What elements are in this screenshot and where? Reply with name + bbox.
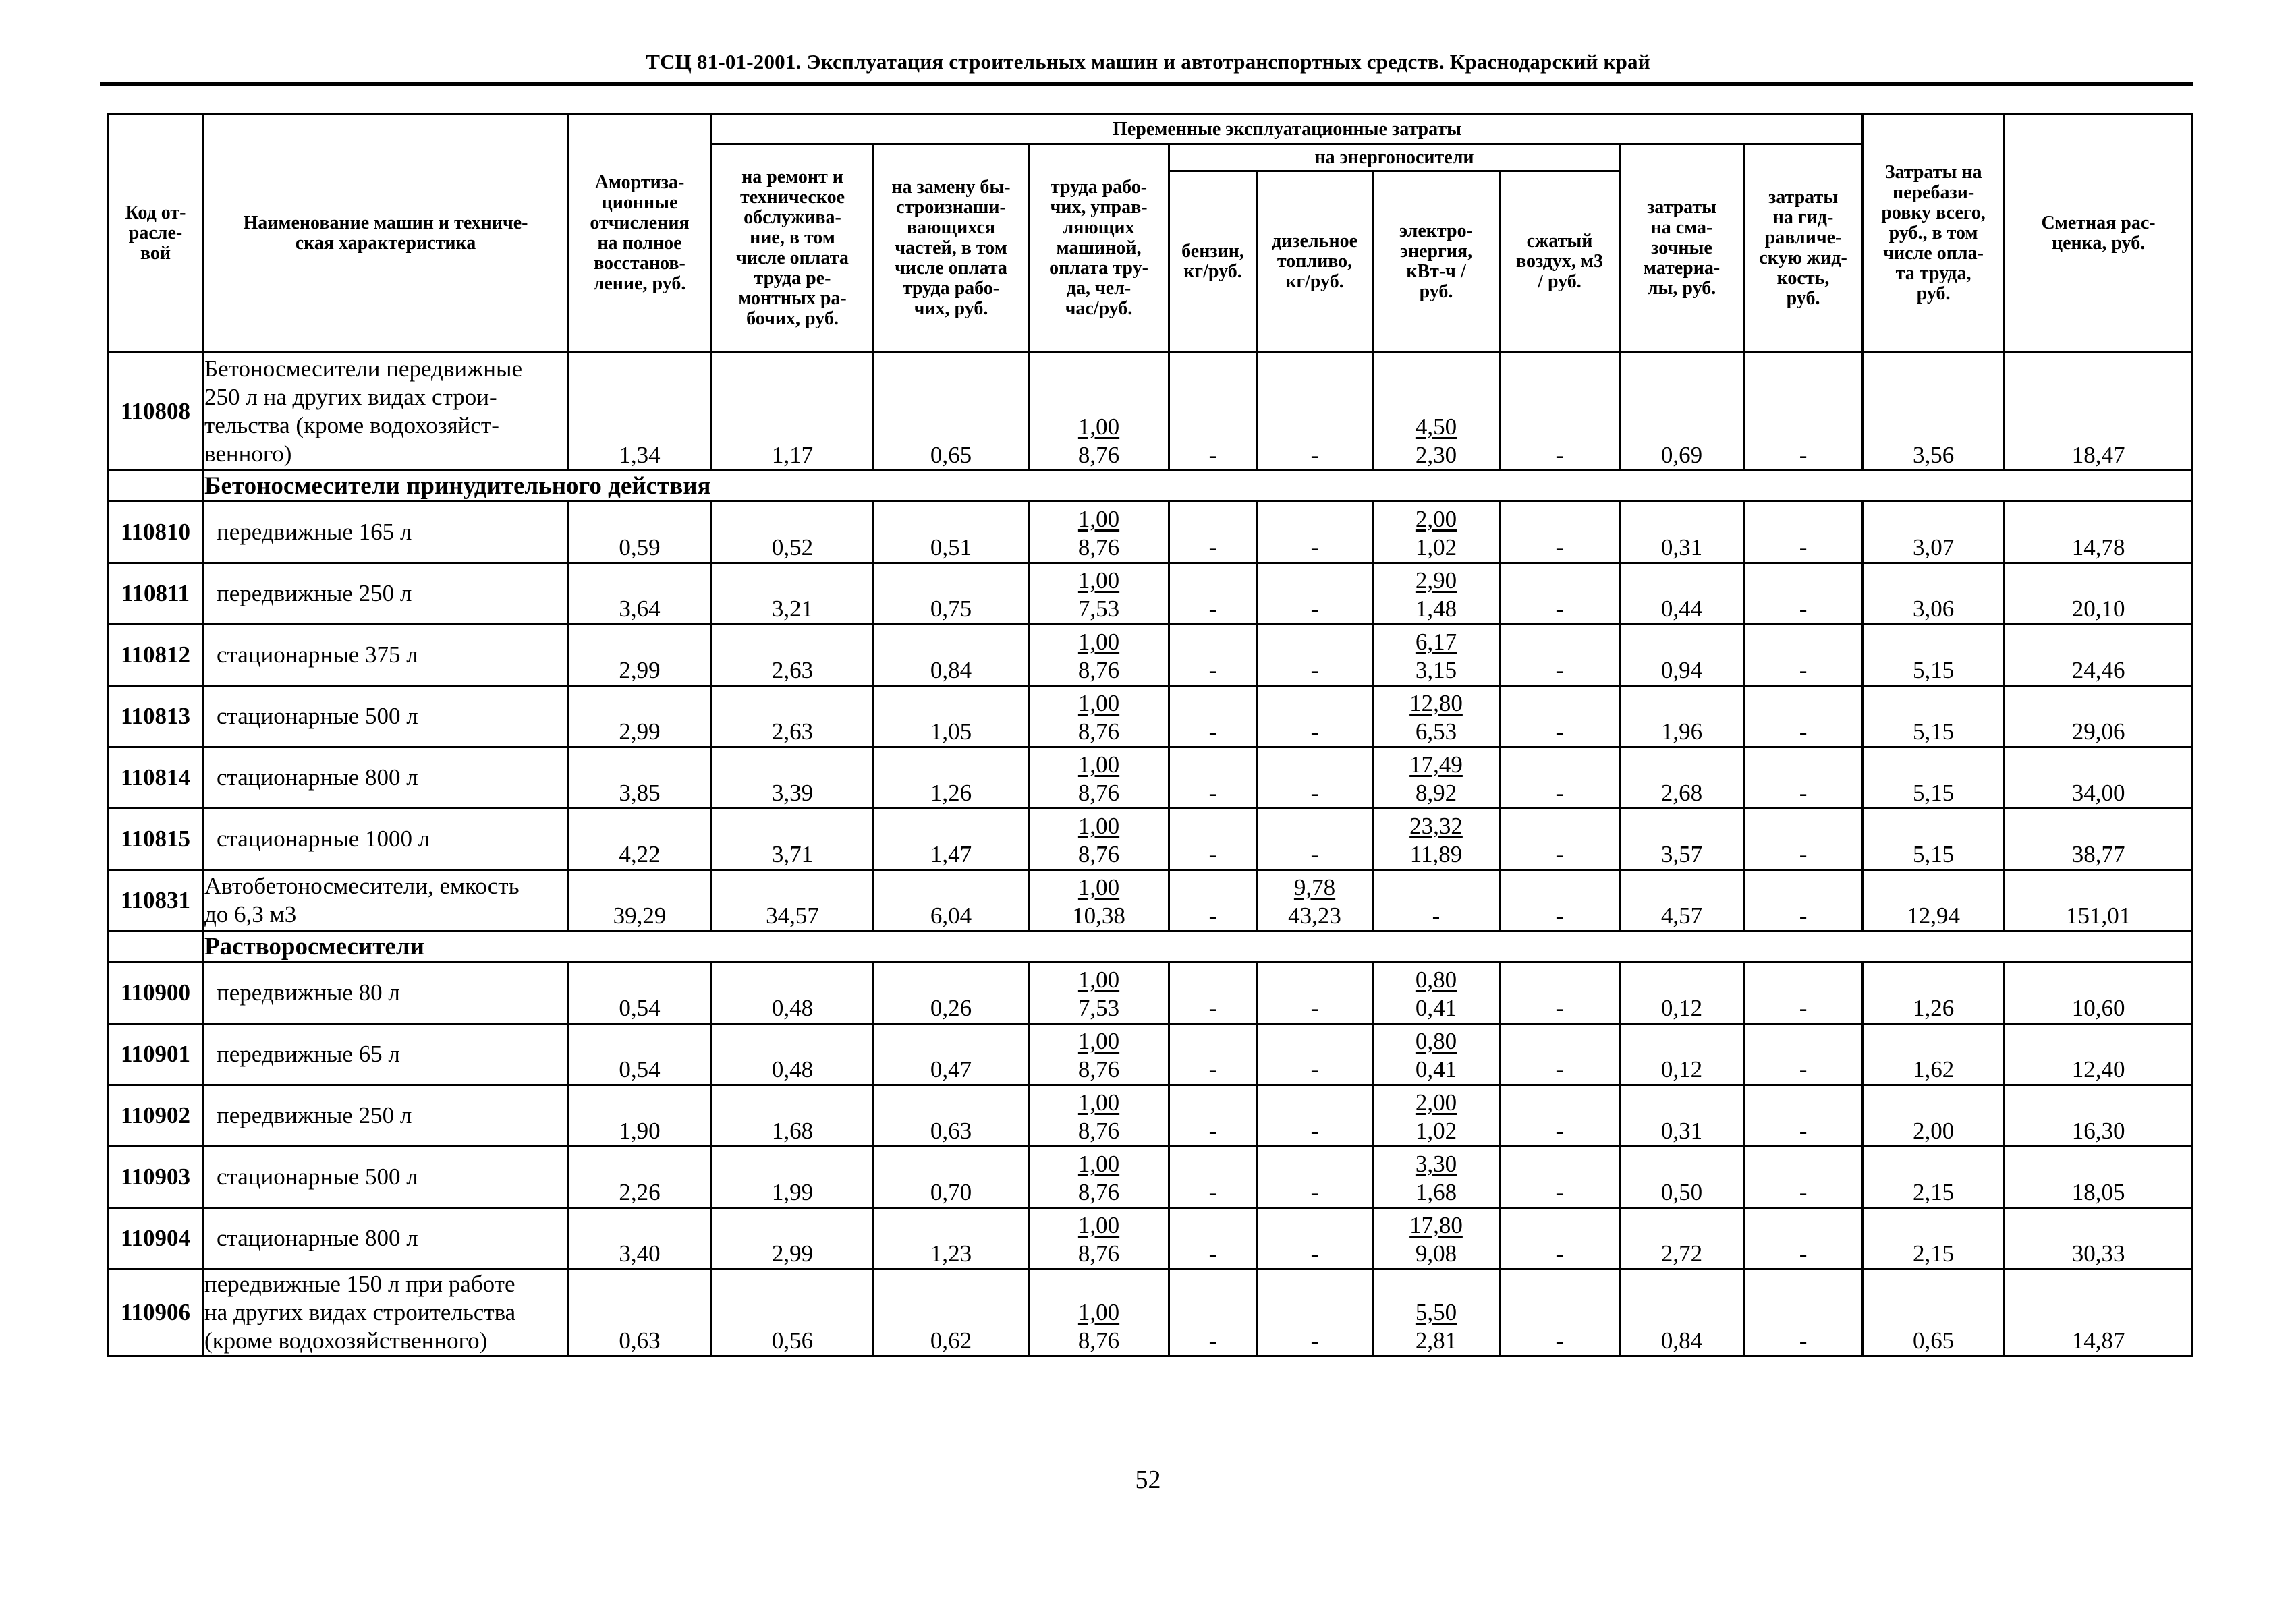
machine-code: 110808: [108, 352, 204, 471]
electricity-cell: -: [1373, 870, 1500, 931]
amortization-cell: 0,54: [568, 1024, 712, 1085]
header-compressed-air: сжатый воздух, м3 / руб.: [1500, 171, 1620, 352]
compressed-air-cell: -: [1500, 1024, 1620, 1085]
header-lubricants: затраты на сма- зочные материа- лы, руб.: [1620, 144, 1744, 352]
electricity-cell: 17,49 8,92: [1373, 747, 1500, 809]
hydraulic-cell: -: [1744, 1024, 1863, 1085]
diesel-cell: -: [1257, 1147, 1373, 1208]
diesel-cell: -: [1257, 1269, 1373, 1356]
page-number: 52: [1135, 1466, 1161, 1494]
electricity-cell: 3,30 1,68: [1373, 1147, 1500, 1208]
table-row: [108, 563, 2193, 625]
lubricants-cell: 0,31: [1620, 502, 1744, 563]
labor-cell: 1,00 8,76: [1029, 502, 1169, 563]
amortization-cell: 1,90: [568, 1085, 712, 1147]
amortization-cell: 0,63: [568, 1269, 712, 1356]
petrol-cell: -: [1169, 747, 1257, 809]
amortization-cell: 0,54: [568, 963, 712, 1024]
compressed-air-cell: -: [1500, 1208, 1620, 1269]
electricity-cell: 5,50 2,81: [1373, 1269, 1500, 1356]
hydraulic-cell: -: [1744, 563, 1863, 625]
amortization-cell: 2,99: [568, 686, 712, 747]
parts-cell: 1,47: [874, 809, 1029, 870]
lubricants-cell: 0,44: [1620, 563, 1744, 625]
header-name: Наименование машин и техниче- ская характеристика: [204, 115, 568, 352]
lubricants-cell: 0,94: [1620, 625, 1744, 686]
petrol-cell: -: [1169, 1147, 1257, 1208]
electricity-cell: 2,90 1,48: [1373, 563, 1500, 625]
table-row: [108, 1147, 2193, 1208]
petrol-cell: -: [1169, 1024, 1257, 1085]
lubricants-cell: 2,68: [1620, 747, 1744, 809]
electricity-cell: 2,00 1,02: [1373, 502, 1500, 563]
parts-cell: 1,26: [874, 747, 1029, 809]
machine-code: 110811: [108, 563, 204, 625]
machine-code: 110815: [108, 809, 204, 870]
relocation-cell: 2,15: [1863, 1208, 2005, 1269]
machine-code: 110812: [108, 625, 204, 686]
table-row: [108, 1024, 2193, 1085]
repair-cell: 1,17: [712, 352, 874, 471]
machine-name: передвижные 250 л: [204, 1085, 568, 1147]
title-rule: [100, 82, 2193, 86]
amortization-cell: 0,59: [568, 502, 712, 563]
relocation-cell: 3,56: [1863, 352, 2005, 471]
electricity-cell: 6,17 3,15: [1373, 625, 1500, 686]
amortization-cell: 2,99: [568, 625, 712, 686]
compressed-air-cell: -: [1500, 352, 1620, 471]
compressed-air-cell: -: [1500, 1147, 1620, 1208]
parts-cell: 0,65: [874, 352, 1029, 471]
relocation-cell: 5,15: [1863, 809, 2005, 870]
table-row: [108, 1085, 2193, 1147]
table-row: [108, 963, 2193, 1024]
section-row: [108, 931, 2193, 963]
hydraulic-cell: -: [1744, 625, 1863, 686]
amortization-cell: 3,85: [568, 747, 712, 809]
hydraulic-cell: -: [1744, 1085, 1863, 1147]
lubricants-cell: 0,84: [1620, 1269, 1744, 1356]
compressed-air-cell: -: [1500, 963, 1620, 1024]
hydraulic-cell: -: [1744, 352, 1863, 471]
estimate-cell: 151,01: [2005, 870, 2193, 931]
table-row: [108, 1269, 2193, 1356]
petrol-cell: -: [1169, 352, 1257, 471]
header-labor: труда рабо- чих, управ- ляющих машиной, оплата тру- да, чел- час/руб.: [1029, 144, 1169, 352]
parts-cell: 0,63: [874, 1085, 1029, 1147]
estimate-cell: 34,00: [2005, 747, 2193, 809]
machine-code: 110902: [108, 1085, 204, 1147]
electricity-cell: 0,80 0,41: [1373, 963, 1500, 1024]
amortization-cell: 4,22: [568, 809, 712, 870]
header-hydraulic: затраты на гид- равличе- скую жид- кость, руб.: [1744, 144, 1863, 352]
table-row: [108, 352, 2193, 471]
estimate-cell: 18,05: [2005, 1147, 2193, 1208]
header-amortization: Амортиза- ционные отчисления на полное восстанов- ление, руб.: [568, 115, 712, 352]
petrol-cell: -: [1169, 502, 1257, 563]
machine-code: 110900: [108, 963, 204, 1024]
machine-name: стационарные 800 л: [204, 747, 568, 809]
lubricants-cell: 0,12: [1620, 1024, 1744, 1085]
section-code-cell: [108, 471, 204, 502]
diesel-cell: -: [1257, 625, 1373, 686]
machine-code: 110814: [108, 747, 204, 809]
parts-cell: 0,51: [874, 502, 1029, 563]
machine-code: 110906: [108, 1269, 204, 1356]
labor-cell: 1,00 8,76: [1029, 625, 1169, 686]
electricity-cell: 17,80 9,08: [1373, 1208, 1500, 1269]
petrol-cell: -: [1169, 686, 1257, 747]
electricity-cell: 2,00 1,02: [1373, 1085, 1500, 1147]
labor-cell: 1,00 8,76: [1029, 1147, 1169, 1208]
diesel-cell: -: [1257, 963, 1373, 1024]
machine-code: 110831: [108, 870, 204, 931]
repair-cell: 2,63: [712, 625, 874, 686]
petrol-cell: -: [1169, 1085, 1257, 1147]
machine-name: Бетоносмесители передвижные 250 л на других видах строи- тельства (кроме водохозяйст- венного): [204, 352, 568, 471]
estimate-cell: 29,06: [2005, 686, 2193, 747]
diesel-cell: -: [1257, 686, 1373, 747]
diesel-cell: -: [1257, 747, 1373, 809]
electricity-cell: 4,50 2,30: [1373, 352, 1500, 471]
repair-cell: 3,71: [712, 809, 874, 870]
header-electricity: электро- энергия, кВт-ч / руб.: [1373, 171, 1500, 352]
repair-cell: 0,52: [712, 502, 874, 563]
amortization-cell: 3,64: [568, 563, 712, 625]
table-row: [108, 870, 2193, 931]
machine-code: 110901: [108, 1024, 204, 1085]
electricity-cell: 12,80 6,53: [1373, 686, 1500, 747]
lubricants-cell: 0,31: [1620, 1085, 1744, 1147]
estimate-cell: 14,87: [2005, 1269, 2193, 1356]
estimate-cell: 10,60: [2005, 963, 2193, 1024]
estimate-cell: 24,46: [2005, 625, 2193, 686]
section-code-cell: [108, 931, 204, 963]
estimate-cell: 30,33: [2005, 1208, 2193, 1269]
machine-name: Автобетоносмесители, емкость до 6,3 м3: [204, 870, 568, 931]
hydraulic-cell: -: [1744, 809, 1863, 870]
table-row: [108, 502, 2193, 563]
machine-name: стационарные 1000 л: [204, 809, 568, 870]
header-diesel: дизельное топливо, кг/руб.: [1257, 171, 1373, 352]
electricity-cell: 0,80 0,41: [1373, 1024, 1500, 1085]
labor-cell: 1,00 7,53: [1029, 563, 1169, 625]
machine-code: 110813: [108, 686, 204, 747]
header-estimate: Сметная рас- ценка, руб.: [2005, 115, 2193, 352]
table-row: [108, 686, 2193, 747]
relocation-cell: 5,15: [1863, 747, 2005, 809]
compressed-air-cell: -: [1500, 809, 1620, 870]
repair-cell: 0,56: [712, 1269, 874, 1356]
labor-cell: 1,00 8,76: [1029, 809, 1169, 870]
estimate-cell: 18,47: [2005, 352, 2193, 471]
table-row: [108, 625, 2193, 686]
machine-name: стационарные 800 л: [204, 1208, 568, 1269]
estimate-cell: 20,10: [2005, 563, 2193, 625]
header-parts: на замену бы- строизнаши- вающихся частей, в том числе оплата труда рабо- чих, руб.: [874, 144, 1029, 352]
header-energy: на энергоносители: [1169, 144, 1620, 171]
labor-cell: 1,00 10,38: [1029, 870, 1169, 931]
repair-cell: 3,21: [712, 563, 874, 625]
lubricants-cell: 0,69: [1620, 352, 1744, 471]
compressed-air-cell: -: [1500, 870, 1620, 931]
hydraulic-cell: -: [1744, 1208, 1863, 1269]
compressed-air-cell: -: [1500, 747, 1620, 809]
machine-name: передвижные 65 л: [204, 1024, 568, 1085]
repair-cell: 0,48: [712, 1024, 874, 1085]
lubricants-cell: 3,57: [1620, 809, 1744, 870]
petrol-cell: -: [1169, 563, 1257, 625]
labor-cell: 1,00 8,76: [1029, 352, 1169, 471]
amortization-cell: 39,29: [568, 870, 712, 931]
parts-cell: 6,04: [874, 870, 1029, 931]
lubricants-cell: 1,96: [1620, 686, 1744, 747]
relocation-cell: 5,15: [1863, 625, 2005, 686]
repair-cell: 2,63: [712, 686, 874, 747]
table-header: [108, 115, 2193, 352]
table-body: [108, 352, 2193, 1356]
machine-code: 110810: [108, 502, 204, 563]
relocation-cell: 1,62: [1863, 1024, 2005, 1085]
labor-cell: 1,00 8,76: [1029, 686, 1169, 747]
machine-name: передвижные 150 л при работе на других видах строительства (кроме водохозяйственного): [204, 1269, 568, 1356]
petrol-cell: -: [1169, 625, 1257, 686]
machine-code: 110904: [108, 1208, 204, 1269]
lubricants-cell: 2,72: [1620, 1208, 1744, 1269]
petrol-cell: -: [1169, 809, 1257, 870]
labor-cell: 1,00 8,76: [1029, 1269, 1169, 1356]
diesel-cell: 9,78 43,23: [1257, 870, 1373, 931]
relocation-cell: 0,65: [1863, 1269, 2005, 1356]
amortization-cell: 3,40: [568, 1208, 712, 1269]
section-row: [108, 471, 2193, 502]
relocation-cell: 12,94: [1863, 870, 2005, 931]
parts-cell: 0,47: [874, 1024, 1029, 1085]
amortization-cell: 2,26: [568, 1147, 712, 1208]
repair-cell: 34,57: [712, 870, 874, 931]
diesel-cell: -: [1257, 352, 1373, 471]
compressed-air-cell: -: [1500, 686, 1620, 747]
diesel-cell: -: [1257, 1208, 1373, 1269]
labor-cell: 1,00 8,76: [1029, 1208, 1169, 1269]
diesel-cell: -: [1257, 809, 1373, 870]
repair-cell: 2,99: [712, 1208, 874, 1269]
page-title: ТСЦ 81-01-2001. Эксплуатация строительных машин и автотранспортных средств. Краснодарский край: [646, 50, 1650, 74]
parts-cell: 0,62: [874, 1269, 1029, 1356]
hydraulic-cell: -: [1744, 1147, 1863, 1208]
electricity-cell: 23,32 11,89: [1373, 809, 1500, 870]
compressed-air-cell: -: [1500, 625, 1620, 686]
header-repair: на ремонт и техническое обслужива- ние, в том числе оплата труда ре- монтных ра- бочих, руб.: [712, 144, 874, 352]
machine-name: стационарные 375 л: [204, 625, 568, 686]
diesel-cell: -: [1257, 502, 1373, 563]
machine-name: передвижные 165 л: [204, 502, 568, 563]
header-code: Код от- расле- вой: [108, 115, 204, 352]
table-row: [108, 809, 2193, 870]
labor-cell: 1,00 8,76: [1029, 1085, 1169, 1147]
petrol-cell: -: [1169, 1208, 1257, 1269]
estimate-cell: 38,77: [2005, 809, 2193, 870]
repair-cell: 0,48: [712, 963, 874, 1024]
lubricants-cell: 0,12: [1620, 963, 1744, 1024]
petrol-cell: -: [1169, 870, 1257, 931]
diesel-cell: -: [1257, 1024, 1373, 1085]
hydraulic-cell: -: [1744, 870, 1863, 931]
repair-cell: 1,68: [712, 1085, 874, 1147]
hydraulic-cell: -: [1744, 502, 1863, 563]
machine-name: передвижные 80 л: [204, 963, 568, 1024]
parts-cell: 0,26: [874, 963, 1029, 1024]
hydraulic-cell: -: [1744, 963, 1863, 1024]
machine-name: стационарные 500 л: [204, 1147, 568, 1208]
compressed-air-cell: -: [1500, 563, 1620, 625]
machine-name: стационарные 500 л: [204, 686, 568, 747]
relocation-cell: 3,06: [1863, 563, 2005, 625]
labor-cell: 1,00 7,53: [1029, 963, 1169, 1024]
section-heading: Растворосмесители: [204, 931, 2193, 963]
compressed-air-cell: -: [1500, 502, 1620, 563]
parts-cell: 0,70: [874, 1147, 1029, 1208]
compressed-air-cell: -: [1500, 1085, 1620, 1147]
compressed-air-cell: -: [1500, 1269, 1620, 1356]
machine-code: 110903: [108, 1147, 204, 1208]
parts-cell: 0,75: [874, 563, 1029, 625]
lubricants-cell: 4,57: [1620, 870, 1744, 931]
relocation-cell: 1,26: [1863, 963, 2005, 1024]
relocation-cell: 5,15: [1863, 686, 2005, 747]
estimate-cell: 12,40: [2005, 1024, 2193, 1085]
lubricants-cell: 0,50: [1620, 1147, 1744, 1208]
hydraulic-cell: -: [1744, 1269, 1863, 1356]
relocation-cell: 2,15: [1863, 1147, 2005, 1208]
header-petrol: бензин, кг/руб.: [1169, 171, 1257, 352]
section-heading: Бетоносмесители принудительного действия: [204, 471, 2193, 502]
table-row: [108, 747, 2193, 809]
repair-cell: 1,99: [712, 1147, 874, 1208]
relocation-cell: 3,07: [1863, 502, 2005, 563]
amortization-cell: 1,34: [568, 352, 712, 471]
petrol-cell: -: [1169, 963, 1257, 1024]
hydraulic-cell: -: [1744, 747, 1863, 809]
diesel-cell: -: [1257, 563, 1373, 625]
parts-cell: 0,84: [874, 625, 1029, 686]
relocation-cell: 2,00: [1863, 1085, 2005, 1147]
labor-cell: 1,00 8,76: [1029, 1024, 1169, 1085]
estimate-cell: 14,78: [2005, 502, 2193, 563]
diesel-cell: -: [1257, 1085, 1373, 1147]
parts-cell: 1,23: [874, 1208, 1029, 1269]
header-relocation: Затраты на перебази- ровку всего, руб., в том числе опла- та труда, руб.: [1863, 115, 2005, 352]
estimate-cell: 16,30: [2005, 1085, 2193, 1147]
machine-name: передвижные 250 л: [204, 563, 568, 625]
parts-cell: 1,05: [874, 686, 1029, 747]
labor-cell: 1,00 8,76: [1029, 747, 1169, 809]
petrol-cell: -: [1169, 1269, 1257, 1356]
table-row: [108, 1208, 2193, 1269]
repair-cell: 3,39: [712, 747, 874, 809]
header-variable-costs: Переменные эксплуатационные затраты: [712, 115, 1863, 144]
rates-table: [107, 113, 2193, 1357]
hydraulic-cell: -: [1744, 686, 1863, 747]
